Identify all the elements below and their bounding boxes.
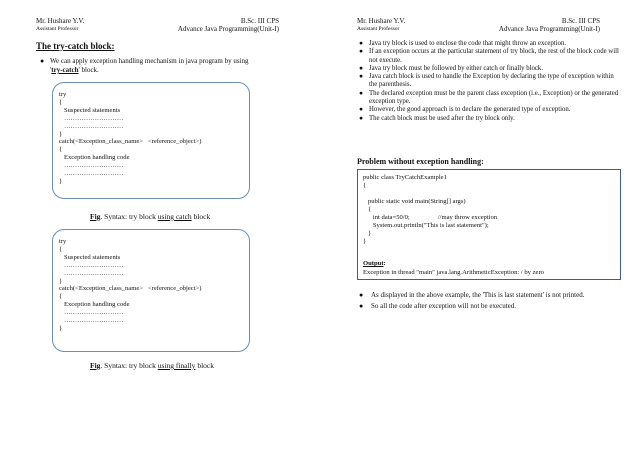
left-page: Mr. Hushare Y.V. Assistant Professor B.Sc. III CPS Advance Java Programming(Unit-I) The try-catch block: ● We can apply exception handling mechanism in java program by using 'try-catch' block. try { Suspected statements ……………………… ……………………… } catch(<Exception_class_name> <reference_object>) { Exception handling code ……………………… ……………………… } Fig. Syntax: try block using catch block try { Suspected statements ……………………… ……………………… } catch(<Exception_class_name> <reference_object>) { Exception handling code ……………………… ……………………… } Fig. Syntax: try block using finally block [0, 0, 319, 451]
list-item: ● The catch block must be used after the try block only. [359, 114, 515, 122]
right-page [319, 0, 638, 451]
syntax-code-catch: try { Suspected statements ……………………… ……………………… } catch(<Exception_class_name> <reference_object>) { Exception handling code ……………………… ……………………… } [59, 91, 202, 185]
page-header [357, 17, 600, 33]
syntax-box-catch [52, 82, 250, 199]
list-item: ● As displayed in the above example, the 'This is last statement' is not printed. [359, 291, 585, 299]
syntax-box-finally [52, 229, 250, 352]
intro-line-1: We can apply exception handling mechanism in java program by using [50, 57, 249, 65]
list-item: ● If an exception occurs at the particular statement of try block, the rest of the block code will not execute. [359, 48, 619, 64]
page-header [36, 17, 279, 33]
list-item: ● However, the good approach is to declare the generated type of exception. [359, 106, 571, 114]
bullet-dot-icon: ● [359, 64, 364, 72]
keyword-try-catch: try-catch [51, 66, 79, 74]
conclusion-list [357, 291, 619, 313]
syntax-code-finally: try { Suspected statements ……………………… ……………………… } catch(<Exception_class_name> <reference_object>) { Exception handling code ……………………… ……………………… } [59, 238, 202, 332]
figure-caption-catch: Fig. Syntax: try block using catch block [90, 212, 211, 221]
bullet-dot-icon: ● [359, 48, 364, 56]
example-code: public class TryCatchExample1 { public static void main(String[] args) { int data=50/0; //may throw exception System.out.println("This is last statement"); } } [363, 174, 498, 245]
bullet-dot-icon: ● [359, 106, 364, 114]
list-item: ● So all the code after exception will not be executed. [359, 302, 517, 310]
bullet-dot-icon: ● [40, 57, 45, 65]
bullet-dot-icon: ● [359, 40, 364, 47]
try-block-facts-list [357, 40, 619, 123]
example-code-box [357, 169, 621, 280]
bullet-dot-icon: ● [359, 302, 364, 310]
subject-name: Advance Java Programming(Unit-I) [498, 25, 600, 33]
bullet-dot-icon: ● [359, 89, 364, 97]
bullet-dot-icon: ● [359, 114, 364, 122]
section-title: The try-catch block: [36, 41, 115, 51]
course-name: B.Sc. III CPS [561, 17, 600, 25]
subject-name: Advance Java Programming(Unit-I) [177, 25, 279, 33]
author-name: Mr. Hushare Y.V. [36, 17, 85, 25]
problem-heading: Problem without exception handling: [357, 157, 484, 166]
course-name: B.Sc. III CPS [240, 17, 279, 25]
list-item: ● Java catch block is used to handle the Exception by declaring the type of exception within the parenthesis. [359, 73, 614, 89]
author-role: Assistant Professor [36, 26, 79, 32]
output-label: Output: [363, 260, 386, 267]
list-item: ● The declared exception must be the parent class exception (i.e., Exception) or the generated exception type. [359, 89, 619, 106]
figure-caption-finally: Fig. Syntax: try block using finally block [90, 361, 214, 370]
output-text: Exception in thread "main" java.lang.ArithmeticException: / by zero [363, 269, 544, 276]
author-name: Mr. Hushare Y.V. [357, 17, 406, 25]
list-item: ● Java try block must be followed by either catch or finally block. [359, 64, 544, 72]
list-item: ● Java try block is used to enclose the code that might throw an exception. [359, 40, 567, 47]
author-role: Assistant Professor [357, 26, 400, 32]
bullet-dot-icon: ● [359, 73, 364, 81]
bullet-dot-icon: ● [359, 291, 364, 299]
